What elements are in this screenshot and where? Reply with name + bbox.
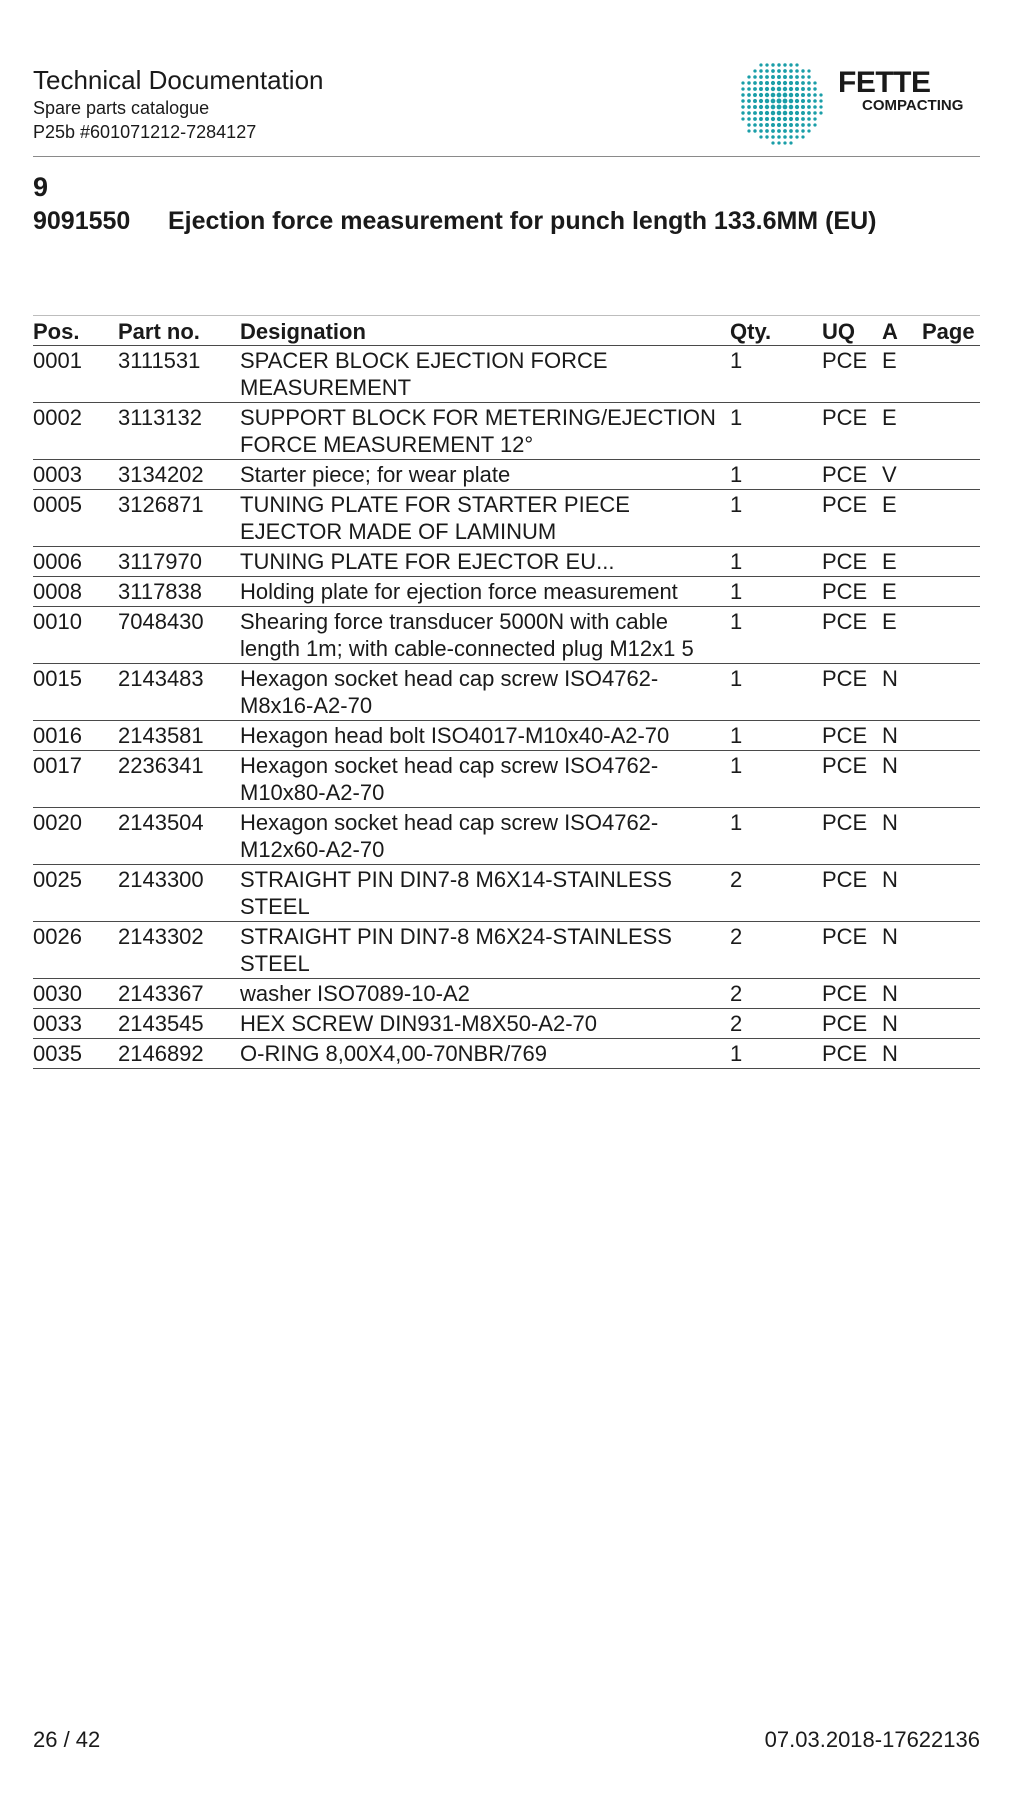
cell-qty: 1 <box>730 721 822 751</box>
cell-part-no: 2143504 <box>118 808 240 865</box>
assembly-heading <box>33 205 876 237</box>
col-header-page: Page <box>922 316 980 346</box>
cell-a: E <box>882 403 922 460</box>
cell-a: N <box>882 922 922 979</box>
cell-uq: PCE <box>822 460 882 490</box>
cell-page <box>922 1009 980 1039</box>
cell-uq: PCE <box>822 751 882 808</box>
cell-designation: Hexagon head bolt ISO4017-M10x40-A2-70 <box>240 721 730 751</box>
cell-page <box>922 547 980 577</box>
cell-designation: Shearing force transducer 5000N with cable length 1m; with cable-connected plug M12x1 5 <box>240 607 730 664</box>
page-counter: 26 / 42 <box>33 1727 101 1752</box>
cell-part-no: 3117970 <box>118 547 240 577</box>
header-divider <box>33 156 980 157</box>
table-row <box>33 460 980 490</box>
table-row <box>33 808 980 865</box>
cell-pos: 0020 <box>33 808 118 865</box>
cell-page <box>922 751 980 808</box>
cell-designation: washer ISO7089-10-A2 <box>240 979 730 1009</box>
cell-page <box>922 346 980 403</box>
cell-qty: 1 <box>730 547 822 577</box>
cell-a: N <box>882 1039 922 1069</box>
cell-a: E <box>882 547 922 577</box>
cell-pos: 0017 <box>33 751 118 808</box>
cell-uq: PCE <box>822 664 882 721</box>
cell-part-no: 2143581 <box>118 721 240 751</box>
cell-part-no: 2143545 <box>118 1009 240 1039</box>
cell-page <box>922 979 980 1009</box>
col-header-designation: Designation <box>240 316 730 346</box>
table-header-row <box>33 316 980 346</box>
table-row <box>33 607 980 664</box>
cell-page <box>922 490 980 547</box>
cell-part-no: 2143367 <box>118 979 240 1009</box>
cell-a: N <box>882 979 922 1009</box>
table-row <box>33 721 980 751</box>
table-row <box>33 403 980 460</box>
table-row <box>33 490 980 547</box>
cell-uq: PCE <box>822 607 882 664</box>
cell-pos: 0002 <box>33 403 118 460</box>
cell-part-no: 2236341 <box>118 751 240 808</box>
cell-qty: 1 <box>730 808 822 865</box>
cell-designation: STRAIGHT PIN DIN7-8 M6X14-STAINLESS STEEL <box>240 865 730 922</box>
cell-designation: TUNING PLATE FOR STARTER PIECE EJECTOR MADE OF LAMINUM <box>240 490 730 547</box>
cell-a: E <box>882 346 922 403</box>
cell-page <box>922 922 980 979</box>
cell-designation: Hexagon socket head cap screw ISO4762-M12x60-A2-70 <box>240 808 730 865</box>
cell-part-no: 3111531 <box>118 346 240 403</box>
assembly-code: 9091550 <box>33 207 131 235</box>
logo-wordmark: FETTE <box>838 66 931 99</box>
cell-pos: 0003 <box>33 460 118 490</box>
col-header-part-no: Part no. <box>118 316 240 346</box>
table-row <box>33 1039 980 1069</box>
parts-table <box>33 315 980 1069</box>
cell-page <box>922 1039 980 1069</box>
cell-qty: 1 <box>730 346 822 403</box>
table-row <box>33 865 980 922</box>
cell-a: N <box>882 865 922 922</box>
cell-pos: 0025 <box>33 865 118 922</box>
cell-pos: 0008 <box>33 577 118 607</box>
cell-designation: Hexagon socket head cap screw ISO4762-M8x16-A2-70 <box>240 664 730 721</box>
cell-qty: 1 <box>730 490 822 547</box>
col-header-uq: UQ <box>822 316 882 346</box>
cell-pos: 0005 <box>33 490 118 547</box>
cell-pos: 0033 <box>33 1009 118 1039</box>
cell-uq: PCE <box>822 490 882 547</box>
cell-page <box>922 403 980 460</box>
dotted-globe-icon <box>734 56 826 148</box>
cell-a: N <box>882 721 922 751</box>
table-row <box>33 547 980 577</box>
cell-pos: 0030 <box>33 979 118 1009</box>
cell-uq: PCE <box>822 403 882 460</box>
cell-designation: TUNING PLATE FOR EJECTOR EU... <box>240 547 730 577</box>
cell-designation: HEX SCREW DIN931-M8X50-A2-70 <box>240 1009 730 1039</box>
cell-qty: 2 <box>730 979 822 1009</box>
cell-a: E <box>882 577 922 607</box>
cell-uq: PCE <box>822 547 882 577</box>
company-logo <box>734 56 984 148</box>
cell-qty: 1 <box>730 577 822 607</box>
cell-part-no: 2146892 <box>118 1039 240 1069</box>
cell-page <box>922 721 980 751</box>
document-reference: P25b #601071212-7284127 <box>33 122 257 142</box>
cell-part-no: 3126871 <box>118 490 240 547</box>
cell-designation: STRAIGHT PIN DIN7-8 M6X24-STAINLESS STEEL <box>240 922 730 979</box>
cell-part-no: 2143300 <box>118 865 240 922</box>
cell-qty: 1 <box>730 751 822 808</box>
document-subtitle: Spare parts catalogue <box>33 98 210 118</box>
cell-qty: 2 <box>730 1009 822 1039</box>
cell-uq: PCE <box>822 346 882 403</box>
table-row <box>33 979 980 1009</box>
cell-pos: 0015 <box>33 664 118 721</box>
cell-page <box>922 865 980 922</box>
cell-part-no: 7048430 <box>118 607 240 664</box>
table-row <box>33 346 980 403</box>
cell-uq: PCE <box>822 1009 882 1039</box>
cell-designation: Holding plate for ejection force measurement <box>240 577 730 607</box>
cell-a: V <box>882 460 922 490</box>
table-row <box>33 664 980 721</box>
cell-a: N <box>882 664 922 721</box>
table-row <box>33 751 980 808</box>
cell-part-no: 3134202 <box>118 460 240 490</box>
date-reference: 07.03.2018-17622136 <box>764 1727 980 1752</box>
cell-designation: Hexagon socket head cap screw ISO4762-M10x80-A2-70 <box>240 751 730 808</box>
chapter-number: 9 <box>33 172 49 202</box>
cell-a: N <box>882 751 922 808</box>
cell-a: E <box>882 490 922 547</box>
cell-page <box>922 808 980 865</box>
cell-pos: 0016 <box>33 721 118 751</box>
cell-a: N <box>882 808 922 865</box>
cell-qty: 1 <box>730 403 822 460</box>
logo-subword: COMPACTING <box>862 97 964 114</box>
cell-qty: 1 <box>730 607 822 664</box>
cell-pos: 0006 <box>33 547 118 577</box>
cell-part-no: 2143302 <box>118 922 240 979</box>
cell-a: N <box>882 1009 922 1039</box>
cell-part-no: 3113132 <box>118 403 240 460</box>
assembly-title: Ejection force measurement for punch length 133.6MM (EU) <box>168 207 877 235</box>
col-header-qty: Qty. <box>730 316 822 346</box>
document-title: Technical Documentation <box>33 65 324 95</box>
cell-uq: PCE <box>822 922 882 979</box>
cell-qty: 2 <box>730 865 822 922</box>
cell-qty: 1 <box>730 460 822 490</box>
cell-page <box>922 577 980 607</box>
cell-designation: O-RING 8,00X4,00-70NBR/769 <box>240 1039 730 1069</box>
cell-designation: Starter piece; for wear plate <box>240 460 730 490</box>
cell-part-no: 3117838 <box>118 577 240 607</box>
cell-page <box>922 607 980 664</box>
cell-page <box>922 460 980 490</box>
cell-uq: PCE <box>822 979 882 1009</box>
cell-page <box>922 664 980 721</box>
cell-uq: PCE <box>822 865 882 922</box>
cell-uq: PCE <box>822 721 882 751</box>
cell-qty: 2 <box>730 922 822 979</box>
cell-part-no: 2143483 <box>118 664 240 721</box>
table-row <box>33 1009 980 1039</box>
cell-pos: 0026 <box>33 922 118 979</box>
table-row <box>33 922 980 979</box>
cell-designation: SPACER BLOCK EJECTION FORCE MEASUREMENT <box>240 346 730 403</box>
col-header-pos: Pos. <box>33 316 118 346</box>
cell-pos: 0010 <box>33 607 118 664</box>
cell-qty: 1 <box>730 1039 822 1069</box>
cell-pos: 0035 <box>33 1039 118 1069</box>
cell-uq: PCE <box>822 577 882 607</box>
cell-qty: 1 <box>730 664 822 721</box>
cell-pos: 0001 <box>33 346 118 403</box>
table-row <box>33 577 980 607</box>
cell-uq: PCE <box>822 1039 882 1069</box>
document-header <box>33 64 324 144</box>
cell-designation: SUPPORT BLOCK FOR METERING/EJECTION FORCE MEASUREMENT 12° <box>240 403 730 460</box>
cell-uq: PCE <box>822 808 882 865</box>
cell-a: E <box>882 607 922 664</box>
col-header-a: A <box>882 316 922 346</box>
